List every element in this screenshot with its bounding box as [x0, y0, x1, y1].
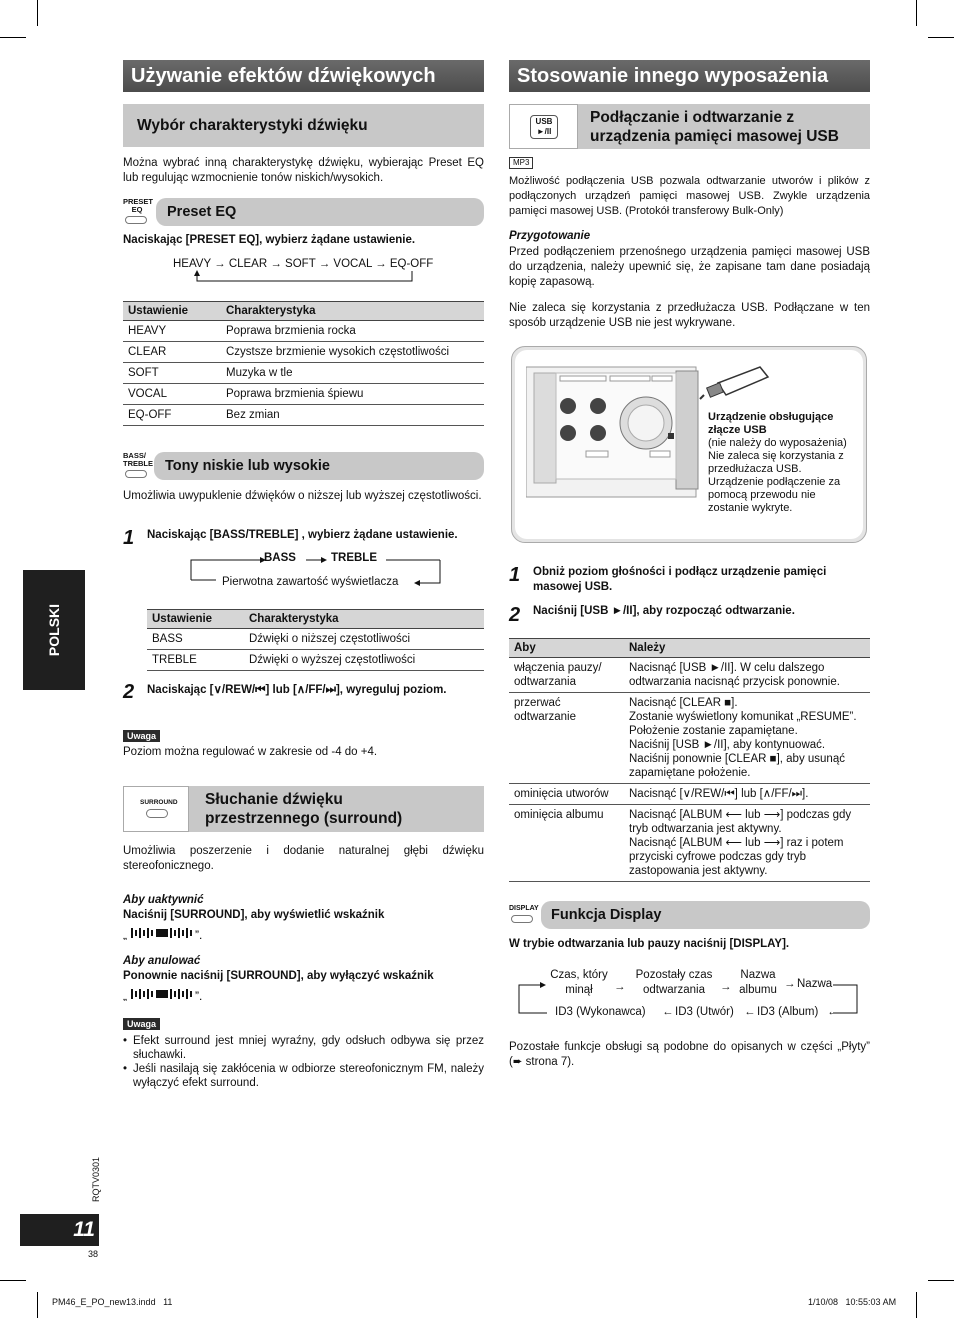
bass-treble-button-icon: BASS/ TREBLE [123, 452, 151, 478]
usb-operations-table: Aby Należy włączenia pauzy/ odtwarzania Nacisnąć [USB ►/II]. W celu dalszego odtwarzania nacisnąć przycisk ponownie. przerwać odtwarzanie Nacisnąć [CLEAR ■]. Zostanie wyświetlony komunikat „RESUME”. Położenie zostanie zapamiętane. Naciśnij [USB ►/II], aby kontynuować. Naciśnij ponownie [CLEAR ■], aby usunąć zapamiętane położenie. ominięcia utworów Nacisnąć [∨/REW/⏮] lub [∧/FF/⏭]. ominięcia albumu Nacisnąć [ALBUM ⟵ lub ⟶] podczas gdy tryb odtwarzania jest aktywny. Nacisnąć [ALBUM ⟵ lub ⟶] raz i potem przyciski cyfrowe podczas gdy tryb zastopowania jest aktywny. [509, 638, 870, 882]
svg-text:”.: ”. [195, 989, 203, 1001]
flow-bass: BASS [264, 552, 296, 564]
step-number: 1 [123, 527, 135, 549]
usb-stick-icon [698, 365, 778, 405]
display-name: Nazwa [797, 978, 833, 990]
display-id3-album: ID3 (Album) [757, 1006, 819, 1018]
section-usb-bar [509, 104, 870, 149]
surround-button-icon: SURROUND [123, 786, 189, 832]
subsection-display: Funkcja Display [541, 901, 870, 929]
section-title-eq: Wybór charakterystyki dźwięku [123, 104, 484, 147]
usb-title-line1: Podłączanie i odtwarzanie z [590, 109, 795, 126]
subsection-preset-eq: Preset EQ [156, 198, 484, 226]
display-elapsed: Czas, który minął [550, 969, 608, 996]
arrow-icon: ← [827, 1006, 839, 1018]
step-number: 1 [509, 564, 521, 586]
arrow-icon: ← [744, 1006, 756, 1018]
surround-cancel-text: Ponownie naciśnij [SURROUND], aby wyłączyć wskaźnik [123, 970, 434, 982]
surround-activate-label: Aby uaktywnić [123, 894, 204, 906]
flow-treble: TREBLE [331, 552, 377, 564]
usb-title-line2: urządzenia pamięci masowej USB [590, 128, 839, 145]
table-row: EQ-OFF Bez zmian [123, 405, 484, 426]
page-number: 11 [20, 1214, 99, 1246]
surround-activate-text: Naciśnij [SURROUND], aby wyświetlić wskaźnik [123, 909, 385, 921]
surround-indicator-icon [123, 926, 205, 943]
list-item: Jeśli nasilają się zakłócenia w odbiorze stereofonicznym FM, należy wyłączyć efekt surround. [133, 1063, 484, 1089]
surround-title-line1: Słuchanie dźwięku [205, 791, 343, 808]
usb-callout-text: (nie należy do wyposażenia) Nie zaleca się korzystania z przedłużacza USB. Urządzenie podłączenie za pomocą przewodu nie zostanie wykryte. [708, 437, 847, 514]
surround-title-line2: przestrzennego (surround) [205, 810, 403, 827]
right-main-title: Stosowanie innego wyposażenia [509, 60, 870, 92]
usb-prep-label: Przygotowanie [509, 230, 591, 242]
usb-intro: Możliwość podłączenia USB pozwala odtwarzanie utworów i plików z podłączonych urządzeń pamięci masowej USB. Zwykle urządzenia pamięci masowej USB. (Protokół transferowy Bulk-Only) [509, 175, 870, 217]
surround-cancel-label: Aby anulować [123, 955, 201, 967]
table-row: HEAVY Poprawa brzmienia rocka [123, 321, 484, 342]
preset-eq-button-icon: PRESET EQ [123, 198, 151, 224]
usb-button-icon: USB ►/II [509, 104, 578, 149]
svg-text:„: „ [123, 928, 127, 940]
table-row: SOFT Muzyka w tle [123, 363, 484, 384]
bass-treble-step2: Naciskając [∨/REW/⏮] lub [∧/FF/⏭], wyreguluj poziom. [147, 684, 447, 696]
surround-notes: • Efekt surround jest mniej wyraźny, gdy odsłuch odbywa się przez słuchawki. • Jeśli nasilają się zakłócenia w odbiorze stereofonicznym FM, należy wyłączyć efekt surround. [123, 1035, 484, 1089]
page-sub-number: 38 [88, 1249, 99, 1259]
display-id3-track: ID3 (Utwór) [675, 1006, 734, 1018]
usb-step2: Naciśnij [USB ►/II], aby rozpocząć odtwarzanie. [533, 605, 795, 617]
footer-file: PM46_E_PO_new13.indd 11 [52, 1297, 173, 1307]
list-item: Efekt surround jest mniej wyraźny, gdy odsłuch odbywa się przez słuchawki. [133, 1035, 484, 1061]
usb-extension-warning: Nie zaleca się korzystania z przedłużacza USB. Podłączane w ten sposób urządzenie USB nie jest wykrywane. [509, 302, 870, 329]
table-row: BASS Dźwięki o niższej częstotliwości [147, 629, 484, 650]
mp3-badge: MP3 [509, 157, 533, 169]
table-row: przerwać odtwarzanie Nacisnąć [CLEAR ■]. Zostanie wyświetlony komunikat „RESUME”. Położenie zostanie zapamiętane. Naciśnij [USB ►/II], aby kontynuować. Naciśnij ponownie [CLEAR ■], aby usunąć zapamiętane położenie. [509, 693, 870, 784]
bass-treble-table: Ustawienie Charakterystyka BASS Dźwięki o niższej częstotliwości TREBLE Dźwięki o wyższej częstotliwości [147, 609, 484, 671]
flow-original-display: Pierwotna zawartość wyświetlacza [222, 576, 399, 588]
preset-eq-cycle: HEAVY → CLEAR → SOFT → VOCAL → EQ-OFF [173, 258, 434, 270]
footer-date: 1/10/08 10:55:03 AM [808, 1297, 897, 1307]
device-front-panel [526, 361, 716, 511]
eq-intro: Można wybrać inną charakterystykę dźwięku, wybierając Preset EQ lub regulując wzmocnienie tonów niskich/wysokich. [123, 157, 484, 184]
display-instruction: W trybie odtwarzania lub pauzy naciśnij [DISPLAY]. [509, 938, 790, 950]
bass-treble-note: Poziom można regulować w zakresie od -4 do +4. [123, 746, 378, 758]
bass-treble-step1: Naciskając [BASS/TREBLE] , wybierz żądane ustawienie. [147, 529, 458, 541]
display-id3-artist: ID3 (Wykonawca) [555, 1006, 646, 1018]
display-remaining: Pozostały czas odtwarzania [635, 969, 713, 996]
section-surround-bar [123, 786, 484, 832]
svg-text:”.: ”. [195, 928, 203, 940]
step-number: 2 [123, 681, 135, 703]
surround-indicator-icon [123, 987, 205, 1004]
language-tab [23, 570, 85, 690]
note-badge: Uwaga [123, 730, 160, 742]
surround-intro: Umożliwia poszerzenie i dodanie naturalnej głębi dźwięku stereofonicznego. [123, 845, 484, 872]
display-album-name: Nazwa albumu [739, 969, 777, 996]
display-button-icon: DISPLAY [509, 905, 539, 923]
left-main-title: Używanie efektów dźwiękowych [123, 60, 484, 92]
arrow-icon: ← [662, 1006, 674, 1018]
preset-eq-instruction: Naciskając [PRESET EQ], wybierz żądane ustawienie. [123, 234, 416, 246]
note-badge: Uwaga [123, 1018, 160, 1030]
svg-text:„: „ [123, 989, 127, 1001]
table-row: TREBLE Dźwięki o wyższej częstotliwości [147, 650, 484, 671]
arrow-icon: → [720, 981, 732, 993]
table-row: ominięcia utworów Nacisnąć [∨/REW/⏮] lub [∧/FF/⏭]. [509, 784, 870, 805]
eq-table: Ustawienie Charakterystyka HEAVY Poprawa brzmienia rocka CLEAR Czystsze brzmienie wysokich częstotliwości SOFT Muzyka w tle VOCAL Poprawa brzmienia śpiewu EQ-OFF Bez zmian [123, 301, 484, 426]
language-label: POLSKI [46, 603, 62, 657]
usb-callout-title: Urządzenie obsługujące złącze USB [708, 411, 834, 436]
step-number: 2 [509, 604, 521, 626]
display-footer-note: Pozostałe funkcje obsługi są podobne do opisanych w części „Płyty” (➨ strona 7). [509, 1041, 870, 1068]
arrow-icon: → [784, 978, 796, 990]
subsection-bass-treble: Tony niskie lub wysokie [154, 452, 484, 480]
table-row: CLEAR Czystsze brzmienie wysokich częstotliwości [123, 342, 484, 363]
table-row: ominięcia albumu Nacisnąć [ALBUM ⟵ lub ⟶] podczas gdy tryb odtwarzania jest aktywny. Nacisnąć [ALBUM ⟵ lub ⟶] raz i potem przyciski cyfrowe podczas gdy tryb zastopowania jest aktywny. [509, 805, 870, 882]
bass-treble-intro: Umożliwia uwypuklenie dźwięków o niższej lub wyższej częstotliwości. [123, 490, 482, 502]
cycle-return-arrow [190, 270, 420, 286]
table-row: włączenia pauzy/ odtwarzania Nacisnąć [USB ►/II]. W celu dalszego odtwarzania nacisnąć przycisk ponownie. [509, 658, 870, 693]
usb-prep-text: Przed podłączeniem przenośnego urządzenia pamięci masowej USB do urządzenia, należy upewnić się, że zapisane tam dane posiadają kopię zapasową. [509, 246, 870, 288]
arrow-icon: → [614, 981, 626, 993]
usb-illustration [511, 346, 867, 543]
usb-step1: Obniż poziom głośności i podłącz urządzenie pamięci masowej USB. [533, 566, 827, 593]
table-row: VOCAL Poprawa brzmienia śpiewu [123, 384, 484, 405]
